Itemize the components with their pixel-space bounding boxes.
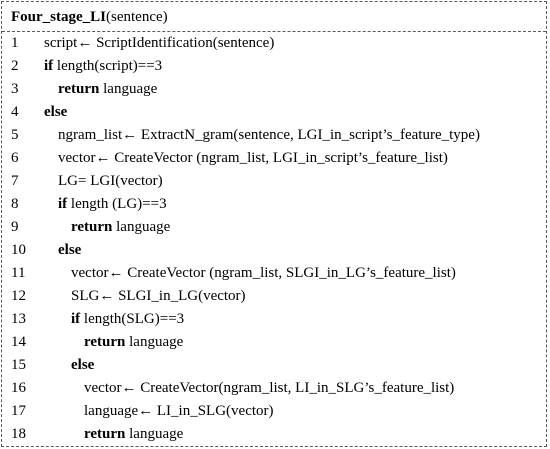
keyword: if — [44, 58, 54, 74]
function-params: (sentence) — [106, 9, 168, 25]
code-text: length (LG)==3 — [67, 196, 167, 212]
algorithm-box — [1, 1, 547, 447]
line-number: 17 — [11, 403, 26, 419]
line-code — [71, 308, 184, 331]
line-code — [58, 239, 81, 262]
line-number: 8 — [11, 196, 19, 212]
line-code — [71, 262, 456, 285]
code-line — [2, 423, 546, 446]
keyword: else — [58, 242, 82, 258]
line-number: 6 — [11, 150, 19, 166]
keyword: return — [84, 426, 126, 442]
keyword: return — [71, 219, 113, 235]
code-text: language — [112, 219, 171, 235]
code-text: vector← CreateVector (ngram_list, SLGI_in_LG’s_feature_list) — [71, 265, 456, 281]
line-code — [44, 101, 67, 124]
line-number: 15 — [11, 357, 26, 373]
line-number: 16 — [11, 380, 26, 396]
line-code — [44, 32, 274, 55]
line-code — [58, 147, 448, 170]
line-number: 14 — [11, 334, 26, 350]
line-number: 10 — [11, 242, 26, 258]
algorithm-header — [2, 2, 546, 32]
line-code — [58, 170, 163, 193]
code-line — [2, 239, 546, 262]
line-code — [84, 423, 183, 446]
code-text: vector← CreateVector(ngram_list, LI_in_SLG’s_feature_list) — [84, 380, 455, 396]
code-line — [2, 262, 546, 285]
line-number: 1 — [11, 35, 19, 51]
line-number: 13 — [11, 311, 26, 327]
line-code — [58, 193, 167, 216]
code-line — [2, 331, 546, 354]
code-line — [2, 400, 546, 423]
code-text: ngram_list← ExtractN_gram(sentence, LGI_in_script’s_feature_type) — [58, 127, 480, 143]
keyword: if — [58, 196, 68, 212]
code-text: language — [125, 334, 184, 350]
code-text: language — [125, 426, 184, 442]
code-text: LG= LGI(vector) — [58, 173, 163, 189]
line-number: 3 — [11, 81, 19, 97]
line-number: 4 — [11, 104, 19, 120]
code-text: script← ScriptIdentification(sentence) — [44, 35, 275, 51]
function-name: Four_stage_LI — [11, 9, 106, 25]
code-line — [2, 216, 546, 239]
code-text: vector← CreateVector (ngram_list, LGI_in_script’s_feature_list) — [58, 150, 448, 166]
line-code — [44, 55, 162, 78]
keyword: return — [84, 334, 126, 350]
line-code — [84, 400, 274, 423]
line-number: 18 — [11, 426, 26, 442]
code-line — [2, 32, 546, 55]
code-line — [2, 124, 546, 147]
code-text: length(SLG)==3 — [80, 311, 185, 327]
code-line — [2, 170, 546, 193]
line-code — [84, 377, 454, 400]
code-line — [2, 78, 546, 101]
algorithm-body — [2, 32, 546, 446]
code-text: language — [99, 81, 158, 97]
line-number: 2 — [11, 58, 19, 74]
code-line — [2, 193, 546, 216]
line-number: 5 — [11, 127, 19, 143]
line-code — [58, 78, 157, 101]
line-number: 12 — [11, 288, 26, 304]
keyword: return — [58, 81, 100, 97]
line-number: 11 — [11, 265, 26, 281]
code-line — [2, 101, 546, 124]
line-code — [71, 216, 170, 239]
keyword: if — [71, 311, 81, 327]
code-line — [2, 147, 546, 170]
code-text: SLG← SLGI_in_LG(vector) — [71, 288, 246, 304]
code-text: length(script)==3 — [53, 58, 163, 74]
code-text: language← LI_in_SLG(vector) — [84, 403, 274, 419]
line-code — [71, 285, 246, 308]
line-number: 9 — [11, 219, 19, 235]
line-code — [58, 124, 480, 147]
code-line — [2, 308, 546, 331]
code-line — [2, 285, 546, 308]
line-code — [84, 331, 183, 354]
line-code — [71, 354, 94, 377]
keyword: else — [71, 357, 95, 373]
code-line — [2, 377, 546, 400]
keyword: else — [44, 104, 68, 120]
line-number: 7 — [11, 173, 19, 189]
code-line — [2, 55, 546, 78]
code-line — [2, 354, 546, 377]
